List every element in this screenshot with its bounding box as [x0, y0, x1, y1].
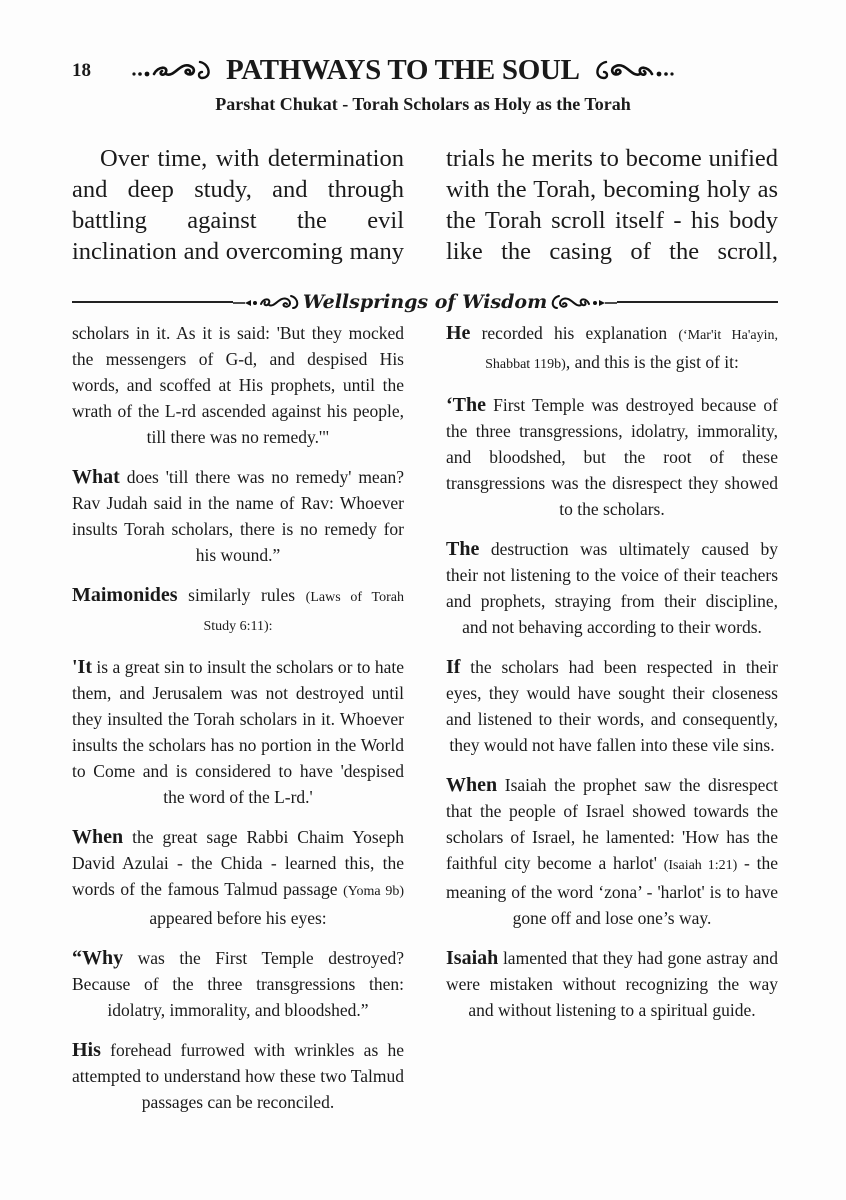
paragraph [72, 1037, 404, 1115]
paragraph-lead: When [72, 826, 124, 848]
paragraph-lead: He [446, 322, 471, 344]
body-columns [72, 320, 778, 1129]
paragraph [446, 320, 778, 378]
flourish-left-icon [233, 293, 299, 311]
paragraph-lead: If [446, 656, 461, 678]
source-reference: (Laws of Torah Study 6:11): [203, 590, 404, 634]
flourish-right-icon [551, 293, 617, 311]
paragraph-text: the scholars had been respected in their eyes, they would have sought their closeness and listened to their words, and consequently, they would not have fallen into these vile sins. [446, 657, 778, 755]
paragraph-text: , and this is the gist of it: [565, 352, 739, 372]
paragraph [446, 772, 778, 931]
paragraph-lead: His [72, 1039, 101, 1061]
paragraph-text: scholars in it. As it is said: 'But they mocked the messengers of G-d, and despised His words, and scoffed at His prophets, until the wrath of the L-rd ascended against his people, till there was no remedy.'" [72, 323, 404, 447]
paragraph [446, 536, 778, 640]
paragraph [446, 654, 778, 758]
running-header [130, 50, 730, 90]
divider-line [72, 301, 233, 303]
running-header-title: PATHWAYS TO THE SOUL [226, 53, 580, 86]
paragraph [72, 945, 404, 1023]
paragraph-text: does 'till there was no remedy' mean? Rav Judah said in the name of Rav: Whoever insults Torah scholars, there is no remedy for his wound.” [72, 467, 404, 565]
paragraph [72, 582, 404, 640]
paragraph-text: Isaiah the prophet saw the disrespect that the people of Israel showed towards the scholars of Israel, he lamented: 'How has the faithful city become a harlot' [446, 775, 778, 873]
intro-left-column [72, 143, 404, 267]
paragraph [446, 392, 778, 522]
paragraph-text: recorded his explanation [470, 323, 679, 343]
flourish-right-icon [584, 58, 676, 82]
section-title: Wellsprings of Wisdom [302, 291, 548, 313]
paragraph-lead: The [446, 538, 480, 560]
paragraph [72, 824, 404, 931]
paragraph-text: forehead furrowed with wrinkles as he attempted to understand how these two Talmud passages can be reconciled. [72, 1040, 404, 1112]
source-reference: (Yoma 9b) [343, 884, 404, 899]
source-reference: (Isaiah 1:21) [663, 858, 738, 873]
paragraph-lead: “Why [72, 947, 124, 969]
section-divider [72, 288, 778, 316]
intro-right-column [446, 143, 778, 267]
paragraph-text: similarly rules [177, 585, 306, 605]
paragraph-text: - the meaning of the word ‘zona’ - 'harlot' is to have gone off and lose one’s way. [446, 853, 778, 928]
left-column [72, 320, 404, 1129]
page-number: 18 [72, 60, 91, 81]
paragraph-lead: ‘The [446, 394, 486, 416]
intro-paragraph: trials he merits to become unified with the Torah, becoming holy as the Torah scroll itself - his body like the casing of the scroll, [446, 145, 778, 265]
intro-section [72, 143, 778, 267]
paragraph-lead: What [72, 466, 120, 488]
paragraph [72, 654, 404, 810]
paragraph-text: the great sage Rabbi Chaim Yoseph David Azulai - the Chida - learned this, the words of the famous Talmud passage [72, 827, 404, 899]
source-reference: (‘Mar'it Ha'ayin, Shabbat 119b) [485, 328, 778, 372]
paragraph-text: destruction was ultimately caused by their not listening to the voice of their teachers and prophets, straying from their discipline, and not behaving according to their words. [446, 539, 778, 637]
paragraph-text: First Temple was destroyed because of the three transgressions, idolatry, immorality, and bloodshed, but the root of these transgressions was the disrespect they showed to the scholars. [446, 395, 778, 519]
paragraph-text: appeared before his eyes: [149, 908, 327, 928]
paragraph [72, 320, 404, 450]
paragraph [446, 945, 778, 1023]
intro-paragraph: Over time, with determination and deep study, and through battling against the evil inclination and overcoming many [72, 145, 404, 265]
paragraph-text: was the First Temple destroyed? Because of the three transgressions then: idolatry, immorality, and bloodshed.” [72, 948, 404, 1020]
paragraph [72, 464, 404, 568]
divider-line [617, 301, 778, 303]
paragraph-lead: Maimonides [72, 584, 178, 606]
paragraph-text: lamented that they had gone astray and were mistaken without recognizing the way and without listening to a spiritual guide. [446, 948, 778, 1020]
paragraph-lead: When [446, 774, 498, 796]
paragraph-lead: 'It [72, 656, 92, 678]
paragraph-lead: Isaiah [446, 947, 499, 969]
flourish-left-icon [130, 58, 222, 82]
right-column [446, 320, 778, 1129]
paragraph-text: is a great sin to insult the scholars or to hate them, and Jerusalem was not destroyed until they insulted the Torah scholars in it. Whoever insults the scholars has no portion in the World to Come and is considered to have 'despised the word of the L-rd.' [72, 657, 404, 807]
chapter-subtitle: Parshat Chukat - Torah Scholars as Holy as the Torah [215, 94, 631, 114]
